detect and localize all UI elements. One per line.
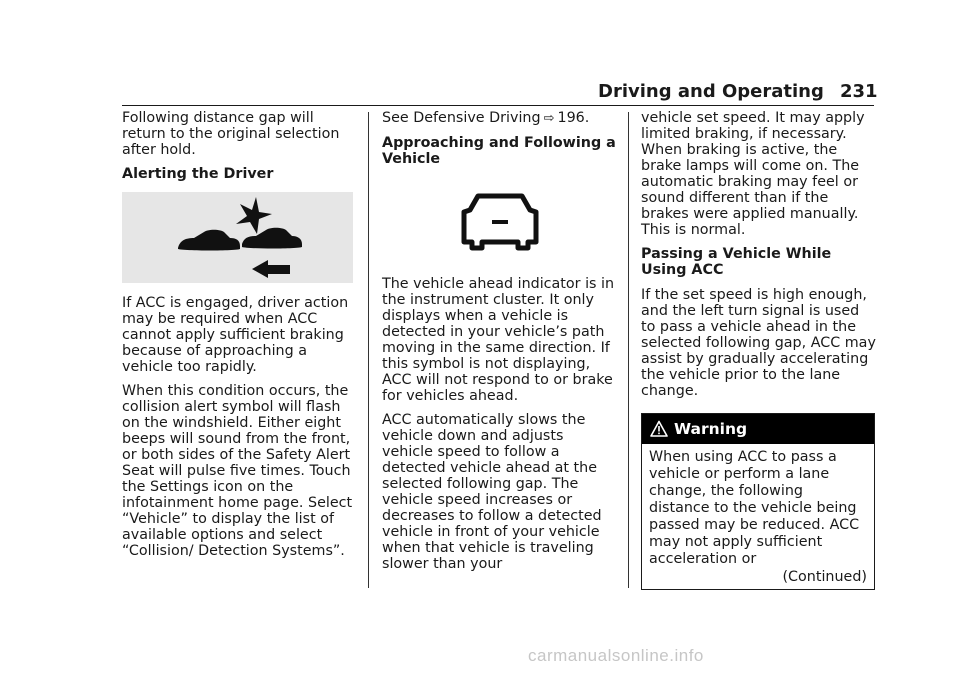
column-divider	[368, 112, 369, 588]
column-2	[382, 110, 618, 580]
see-text: See Defensive Driving	[382, 110, 541, 126]
paragraph: When this condition occurs, the collision alert symbol will flash on the windshield. Either eight beeps will sound from the front, or both sides of the Safety Alert Seat will pulse five times. Touch the Settings icon on the infotainment home page. Select “Vehicle” to display the list of available options and select “Collision/ Detection Systems”.	[122, 383, 353, 559]
warning-header	[642, 414, 874, 444]
warning-text: When using ACC to pass a vehicle or perform a lane change, the following distance to the vehicle being passed may be reduced. ACC may not apply sufficient acceleration or	[649, 449, 860, 567]
warning-title: Warning	[674, 420, 748, 438]
paragraph: Following distance gap will return to the original selection after hold.	[122, 110, 340, 158]
page-number: 231	[840, 81, 878, 102]
paragraph: vehicle set speed. It may apply limited braking, if necessary. When braking is active, the brake lamps will come on. The automatic braking may feel or sound different than if the brakes were applied manually. This is normal.	[641, 110, 865, 238]
header-rule	[122, 105, 874, 106]
watermark: carmanualsonline.info	[528, 646, 704, 665]
see-ref-page: 196.	[557, 110, 590, 126]
vehicle-ahead-icon	[382, 176, 618, 276]
warning-box	[641, 413, 875, 590]
page-reference-icon: ⇨	[543, 111, 555, 126]
paragraph: If the set speed is high enough, and the left turn signal is used to pass a vehicle ahead in the selected following gap, ACC may assist by gradually accelerating the vehicle prior to the lane change.	[641, 287, 876, 399]
paragraph: ACC automatically slows the vehicle down and adjusts vehicle speed to follow a detected vehicle ahead at the selected following gap. The vehicle speed increases or decreases to follow a detected vehicle in front of your vehicle when that vehicle is traveling slower than your	[382, 412, 602, 572]
heading-passing-a-vehicle: Passing a Vehicle While Using ACC	[641, 246, 832, 278]
warning-body	[642, 444, 874, 589]
section-title: Driving and Operating	[598, 81, 824, 102]
column-divider	[628, 112, 629, 588]
heading-alerting-the-driver: Alerting the Driver	[122, 166, 274, 182]
warning-triangle-icon	[650, 420, 668, 438]
paragraph: The vehicle ahead indicator is in the instrument cluster. It only displays when a vehicle is detected in your vehicle’s path moving in the same direction. If this symbol is not displaying, ACC will not respond to or brake for vehicles ahead.	[382, 276, 615, 404]
heading-approaching-and-following: Approaching and Following a Vehicle	[382, 135, 616, 167]
continued-label: (Continued)	[782, 569, 867, 585]
collision-alert-figure	[122, 192, 353, 283]
column-3	[641, 110, 877, 590]
see-reference	[382, 110, 618, 127]
collision-alert-icon	[122, 192, 353, 283]
column-1	[122, 110, 358, 567]
paragraph: If ACC is engaged, driver action may be required when ACC cannot apply sufficient braking because of approaching a vehicle too rapidly.	[122, 295, 349, 375]
